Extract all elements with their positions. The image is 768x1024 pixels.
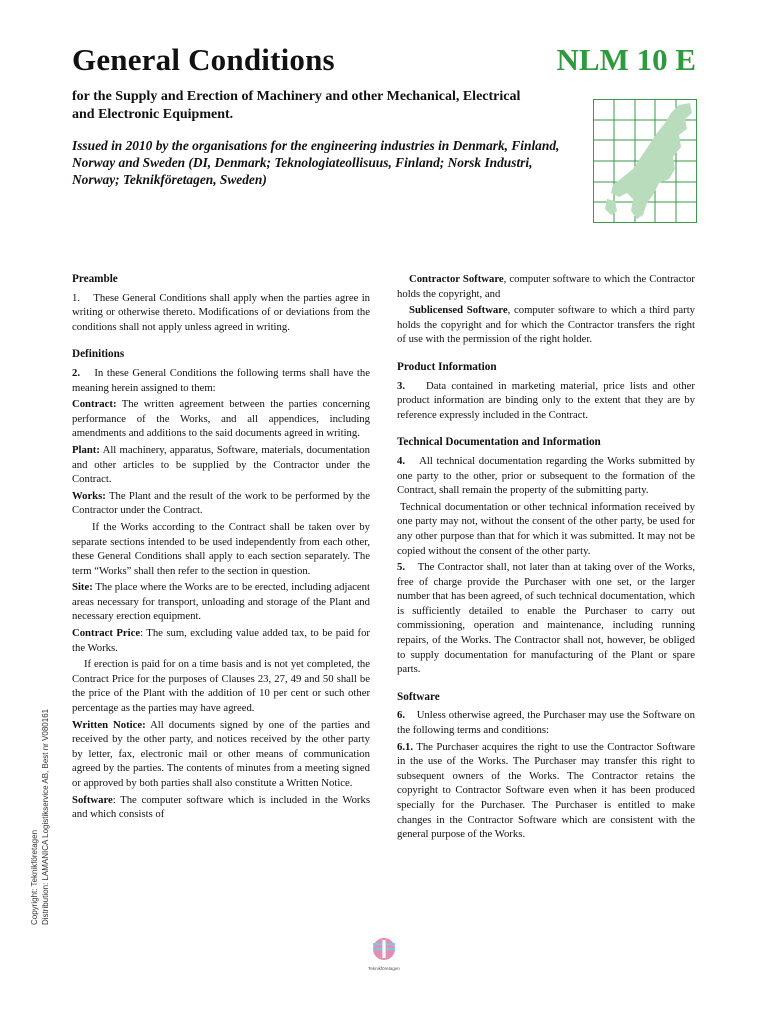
issued-statement: Issued in 2010 by the organisations for the engineering industries in Denmark, Finland, Norway and Sweden (DI, Denmark; Teknologiateollisuus, Finland; Norsk Industri, Norway; Teknikföretagen, Sweden) <box>72 138 560 187</box>
logo-text: Teknikföretagen <box>368 966 400 971</box>
clause-text: All technical documentation regarding the Works submitted by one party to the other, prior or subsequent to the formation of the Contract, shall remain the property of the submitting party. <box>397 454 695 497</box>
definition-text: , computer software to which a third party holds the copyright and for which the Contractor transfers the right of use with the permission of the right holder. <box>397 304 696 346</box>
definition-software <box>72 793 370 822</box>
clause-number: 5. <box>397 561 406 574</box>
definition-works <box>72 489 370 518</box>
clause-number: 2. <box>72 366 81 379</box>
clause-text: Data contained in marketing material, price lists and other product information are binding only to the extent that they are by reference expressly included in the Contract. <box>397 379 695 421</box>
clause-4 <box>397 454 695 498</box>
clause-3 <box>397 379 695 423</box>
term: Software <box>72 793 113 806</box>
clause-6 <box>397 708 695 737</box>
software-heading: Software <box>397 690 440 703</box>
clause-6-1 <box>397 740 695 842</box>
definition-text: : The computer software which is included in the Works and which consists of <box>72 793 370 821</box>
term: Contract Price <box>72 627 141 640</box>
clause-number: 3. <box>397 379 406 392</box>
distribution-line: Distribution: LAMANICA Logistikservice AB, Best nr V080161 <box>40 708 50 925</box>
technical-documentation-heading: Technical Documentation and Information <box>397 436 601 449</box>
footer-logo <box>367 937 401 972</box>
nordic-map-icon <box>593 99 697 223</box>
clause-text: These General Conditions shall apply when the parties agree in writing or otherwise thereto. Modifications of or deviations from the conditions shall not apply unless agreed in writing. <box>72 291 371 333</box>
definition-site <box>72 580 370 624</box>
definition-sublicensed-software <box>397 303 695 347</box>
copyright-line: Copyright: Teknikföretagen <box>30 829 39 925</box>
clause-number: 6. <box>397 709 406 722</box>
definition-contract <box>72 397 370 441</box>
term: Sublicensed Software <box>409 304 508 317</box>
document-code: NLM 10 E <box>556 42 696 77</box>
right-column <box>397 272 695 844</box>
clause-5 <box>397 560 695 677</box>
price-erection-text: If erection is paid for on a time basis and is not yet completed, the Contract Price for the purposes of Clauses 23, 27, 49 and 50 shall be the price of the Plant with the addition of 10 per cent or such other percentage as the parties may have agreed. <box>72 658 370 715</box>
clause-number: 6.1. <box>397 740 414 753</box>
clause-text: In these General Conditions the following terms shall have the meaning herein assigned to them: <box>72 366 370 394</box>
definition-text: The Plant and the result of the work to be performed by the Contractor under the Contract. <box>72 489 370 517</box>
definition-contract-price <box>72 626 370 655</box>
teknikforetagen-logo-icon <box>370 937 398 961</box>
term: Contract: <box>72 398 117 411</box>
definition-text: All machinery, apparatus, Software, materials, documentation and other articles to be supplied by the Contractor under the Contract. <box>72 443 370 486</box>
definition-text: , computer software to which the Contractor holds the copyright, and <box>397 273 695 300</box>
clause-4-continued: Technical documentation or other technical information received by one party may not, without the consent of the other party, be used for any other purpose than that for which it was submitted. It may not be copied without the consent of the other party. <box>397 500 695 557</box>
preamble-heading: Preamble <box>72 273 118 285</box>
clause-number: 4. <box>397 454 406 467</box>
clause-number: 1. <box>72 291 81 304</box>
definition-text: : The sum, excluding value added tax, to be paid for the Works. <box>72 627 370 654</box>
copyright-sidebar <box>30 709 51 925</box>
clause-text: The Contractor shall, not later than at taking over of the Works, free of charge provide the Purchaser with one set, or the larger number that has been agreed, of such technical documentation, which is sufficiently detailed to enable the Purchaser to carry out commissioning, operation and maintenance, including running repairs, of the Works. The Contractor shall not, however, be obliged to supply documentation for manufacturing of the Plant or spare parts. <box>397 561 695 676</box>
definitions-heading: Definitions <box>72 348 125 361</box>
definition-contractor-software <box>397 272 695 301</box>
term: Site: <box>72 581 93 594</box>
definition-text: The written agreement between the parties concerning performance of the Works, and all appendices, including amendments and additions to the said documents agreed in writing. <box>72 398 370 440</box>
clause-1 <box>72 291 370 335</box>
document-title: General Conditions <box>72 42 335 77</box>
clause-text: The Purchaser acquires the right to use the Contractor Software in the use of the Works. The Purchaser may transfer this right to subsequent owners of the Works. The Contractor retains the copyright to Contractor Software even when it has been produced specially for the Purchaser. The Purchaser is entitled to make changes in the Contractor Software which are consistent with the general purpose of the Works. <box>397 740 695 841</box>
definition-written-notice <box>72 718 370 791</box>
works-sections-text: If the Works according to the Contract shall be taken over by separate sections intended to be used independently from each other, these General Conditions shall apply to each section separately. The term “Works” shall then refer to the section in question. <box>72 520 370 577</box>
left-column <box>72 272 370 824</box>
definition-plant <box>72 443 370 487</box>
clause-2 <box>72 366 370 395</box>
product-information-heading: Product Information <box>397 360 497 373</box>
definition-text: The place where the Works are to be erected, including adjacent areas necessary for transport, unloading and storage of the Plant and necessary erection equipment. <box>72 581 370 623</box>
term: Plant: <box>72 443 100 456</box>
term: Written Notice: <box>72 718 146 731</box>
definition-text: All documents signed by one of the parties and received by the other party, and notices received by the other party by letter, fax, electronic mail or other means of communication agreed by the parties. The contents of minutes from a meeting signed or approved by both parties shall also constitute a Written Notice. <box>72 718 370 789</box>
term: Contractor Software <box>409 273 504 285</box>
clause-text: Unless otherwise agreed, the Purchaser may use the Software on the following terms and conditions: <box>397 709 695 737</box>
term: Works: <box>72 489 106 502</box>
document-subtitle: for the Supply and Erection of Machinery and other Mechanical, Electrical and Electronic Equipment. <box>72 89 521 122</box>
